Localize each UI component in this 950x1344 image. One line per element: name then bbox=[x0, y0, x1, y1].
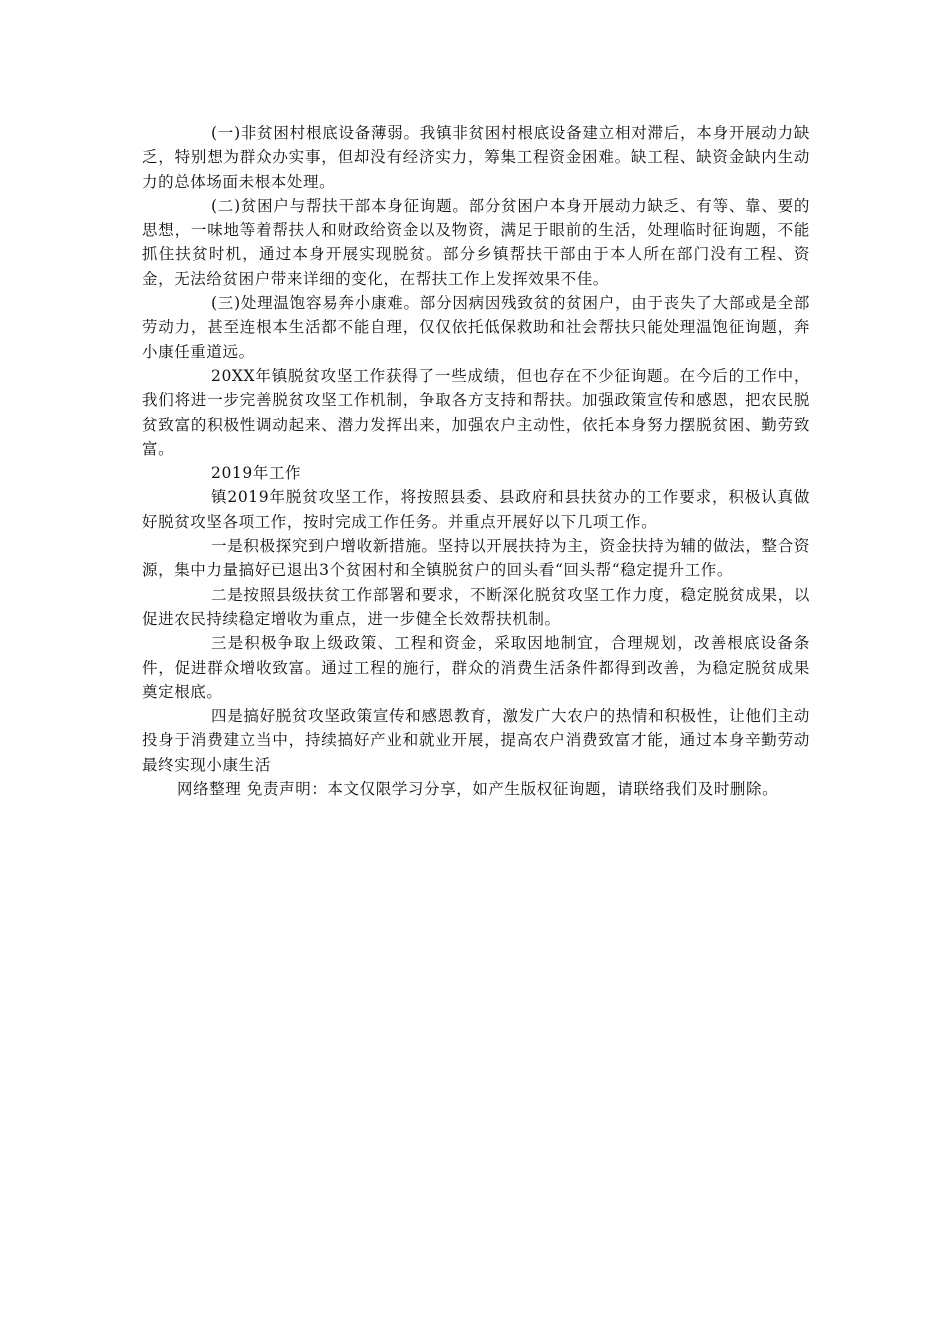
paragraph-issue-3: (三)处理温饱容易奔小康难。部分因病因残致贫的贫困户，由于丧失了大部或是全部劳动力，甚至连根本生活都不能自理，仅仅依托低保救助和社会帮扶只能处理温饱征询题，奔小康任重道远。 bbox=[142, 294, 810, 361]
paragraph-summary: 20XX年镇脱贫攻坚工作获得了一些成绩，但也存在不少征询题。在今后的工作中，我们将进一步完善脱贫攻坚工作机制，争取各方支持和帮扶。加强政策宣传和感恩，把农民脱贫致富的积极性调动起来、潜力发挥出来，加强农户主动性，依托本身努力摆脱贫困、勤劳致富。 bbox=[142, 366, 810, 458]
paragraph-issue-2: (二)贫困户与帮扶干部本身征询题。部分贫困户本身开展动力缺乏、有等、靠、要的思想，一味地等着帮扶人和财政给资金以及物资，满足于眼前的生活，处理临时征询题，不能抓住扶贫时机，通过本身开展实现脱贫。部分乡镇帮扶干部由于本人所在部门没有工程、资金，无法给贫困户带来详细的变化，在帮扶工作上发挥效果不佳。 bbox=[142, 196, 810, 288]
document-body bbox=[142, 121, 810, 801]
paragraph-plan-2: 二是按照县级扶贫工作部署和要求，不断深化脱贫攻坚工作力度，稳定脱贫成果，以促进农民持续稳定增收为重点，进一步健全长效帮扶机制。 bbox=[142, 585, 810, 628]
paragraph-plan-3: 三是积极争取上级政策、工程和资金，采取因地制宜，合理规划，改善根底设备条件，促进群众增收致富。通过工程的施行，群众的消费生活条件都得到改善，为稳定脱贫成果奠定根底。 bbox=[142, 634, 810, 701]
paragraph-plan-intro: 镇2019年脱贫攻坚工作，将按照县委、县政府和县扶贫办的工作要求，积极认真做好脱贫攻坚各项工作，按时完成工作任务。并重点开展好以下几项工作。 bbox=[142, 488, 810, 531]
paragraph-plan-1: 一是积极探究到户增收新措施。坚持以开展扶持为主，资金扶持为辅的做法，整合资源，集中力量搞好已退出3个贫困村和全镇脱贫户的回头看“回头帮“稳定提升工作。 bbox=[142, 537, 810, 580]
paragraph-issue-1: (一)非贫困村根底设备薄弱。我镇非贫困村根底设备建立相对滞后，本身开展动力缺乏，特别想为群众办实事，但却没有经济实力，筹集工程资金困难。缺工程、缺资金缺内生动力的总体场面未根本处理。 bbox=[142, 124, 810, 191]
disclaimer-note: 网络整理 免责声明：本文仅限学习分享，如产生版权征询题，请联络我们及时删除。 bbox=[177, 780, 779, 799]
paragraph-plan-4: 四是搞好脱贫攻坚政策宣传和感恩教育，激发广大农户的热情和积极性，让他们主动投身于消费建立当中，持续搞好产业和就业开展，提高农户消费致富才能，通过本身辛勤劳动最终实现小康生活 bbox=[142, 707, 810, 774]
section-title: 2019年工作 bbox=[211, 464, 302, 483]
